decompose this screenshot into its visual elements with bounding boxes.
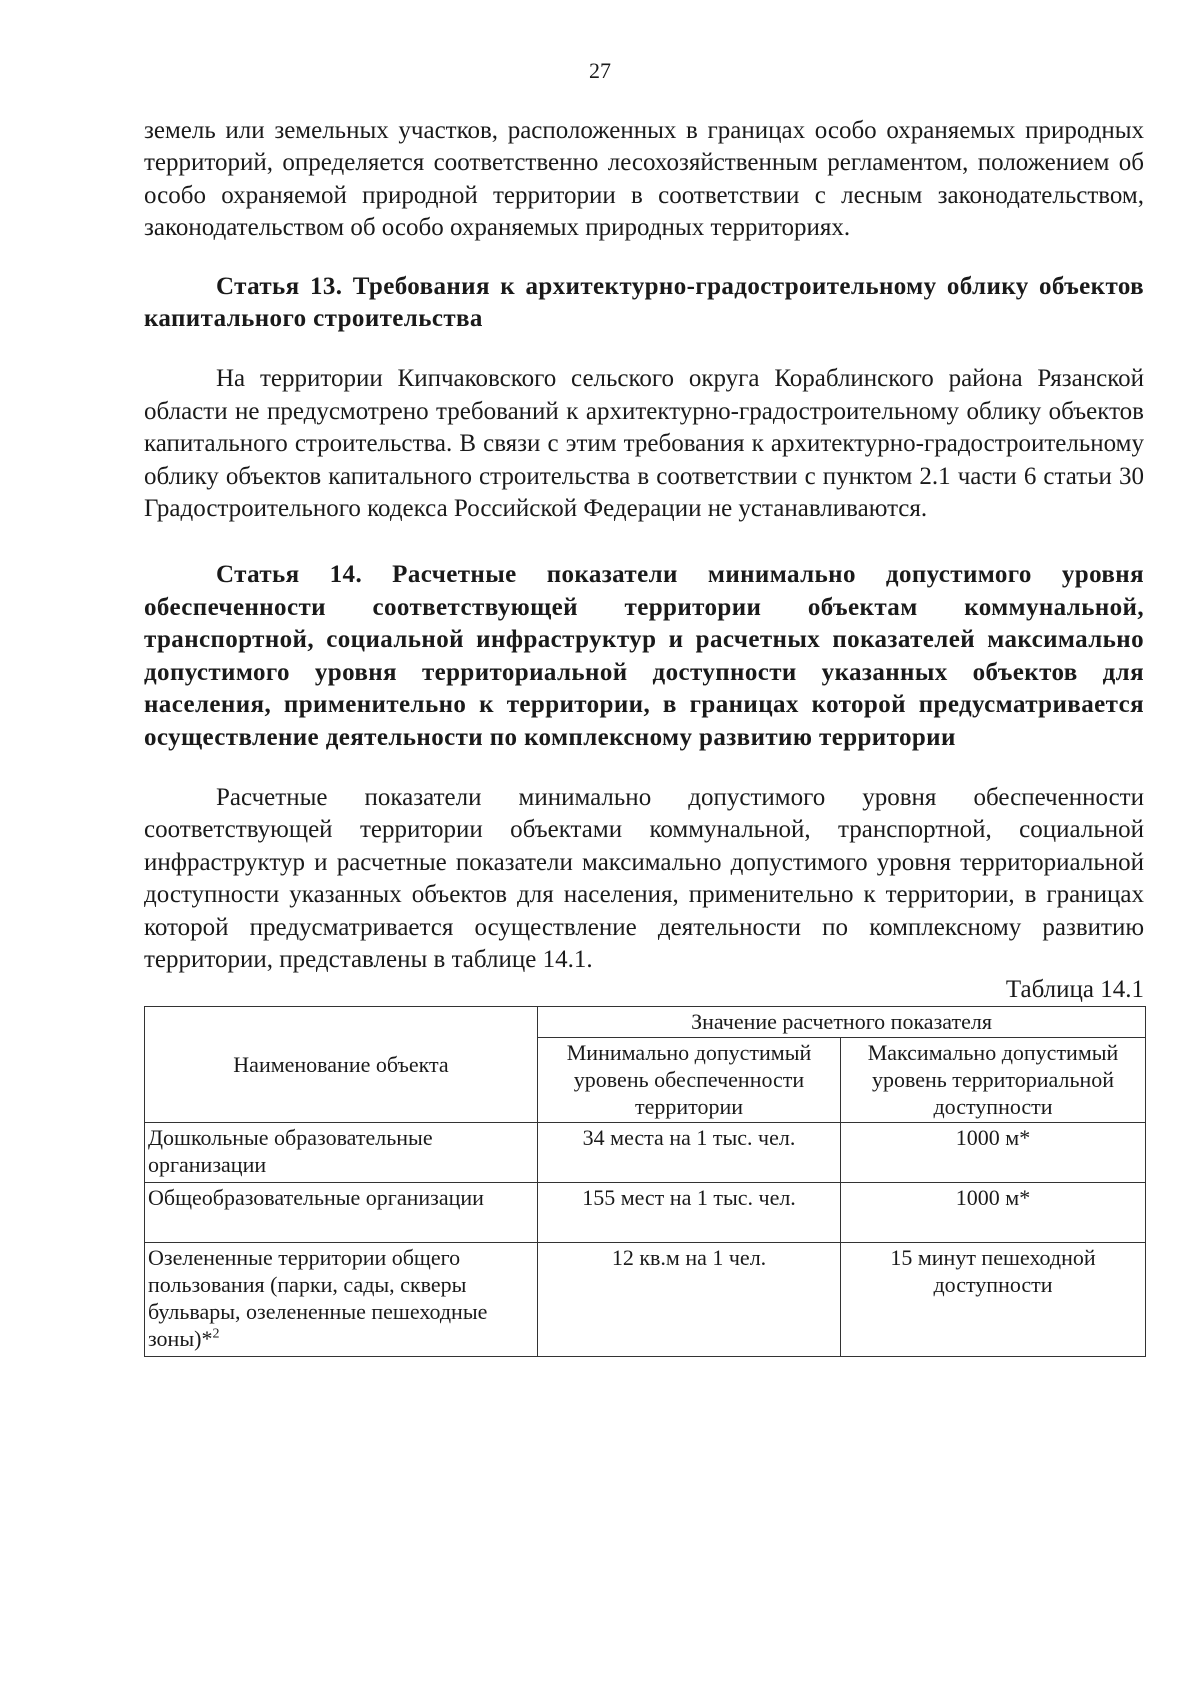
row-min-value: 12 кв.м на 1 чел. [538,1243,841,1357]
row-object-name: Общеобразовательные организации [145,1183,538,1243]
indicators-table [144,1006,1146,1357]
header-min-level: Минимально допустимый уровень обеспеченности территории [538,1038,841,1123]
row-min-value: 155 мест на 1 тыс. чел. [538,1183,841,1243]
table-row [145,1183,1146,1243]
article-13-heading: Статья 13. Требования к архитектурно-градостроительному облику объектов капитального строительства [144,272,1144,333]
row-object-name-text: Озелененные территории общего пользования (парки, сады, скверы бульвары, озелененные пешеходные зоны)* [148,1245,488,1352]
article-14-text: Расчетные показатели минимально допустимого уровня обеспеченности соответствующей территории объектами коммунальной, транспортной, социальной инфраструктур и расчетные показатели максимально допустимого уровня территориальной доступности указанных объектов для населения, применительно к территории, в границах которой предусматривается осуществление деятельности по комплексному развитию территории, представлены в таблице 14.1. [144,783,1144,973]
table-row [145,1243,1146,1357]
table-header-row [145,1007,1146,1038]
page-body [144,115,1144,1357]
header-indicator-value: Значение расчетного показателя [538,1007,1146,1038]
article-14-heading: Статья 14. Расчетные показатели минимально допустимого уровня обеспеченности соответствующей территории объектам коммунальной, транспортной, социальной инфраструктур и расчетных показателей максимально допустимого уровня территориальной доступности указанных объектов для населения, применительно к территории, в границах которой предусматривается осуществление деятельности по комплексному развитию территории [144,561,1144,751]
row-max-value: 15 минут пешеходной доступности [841,1243,1146,1357]
row-min-value: 34 места на 1 тыс. чел. [538,1123,841,1183]
row-object-name: Дошкольные образовательные организации [145,1123,538,1183]
footnote-marker: 2 [212,1327,220,1343]
article-13-text: На территории Кипчаковского сельского округа Кораблинского района Рязанской области не предусмотрено требований к архитектурно-градостроительному облику объектов капитального строительства. В связи с этим требования к архитектурно-градостроительному облику объектов капитального строительства в соответствии с пунктом 2.1 части 6 статьи 30 Градостроительного кодекса Российской Федерации не устанавливаются. [144,365,1144,523]
header-object-name: Наименование объекта [145,1007,538,1123]
row-max-value: 1000 м* [841,1123,1146,1183]
header-max-level: Максимально допустимый уровень территориальной доступности [841,1038,1146,1123]
intro-paragraph: земель или земельных участков, расположенных в границах особо охраняемых природных территорий, определяется соответственно лесохозяйственным регламентом, положением об особо охраняемой природной территории в соответствии с лесным законодательством, законодательством об особо охраняемых природных территориях. [144,117,1144,242]
row-object-name [145,1243,538,1357]
table-row [145,1123,1146,1183]
page-number: 27 [589,58,611,83]
row-max-value: 1000 м* [841,1183,1146,1243]
table-caption: Таблица 14.1 [1005,976,1144,1004]
